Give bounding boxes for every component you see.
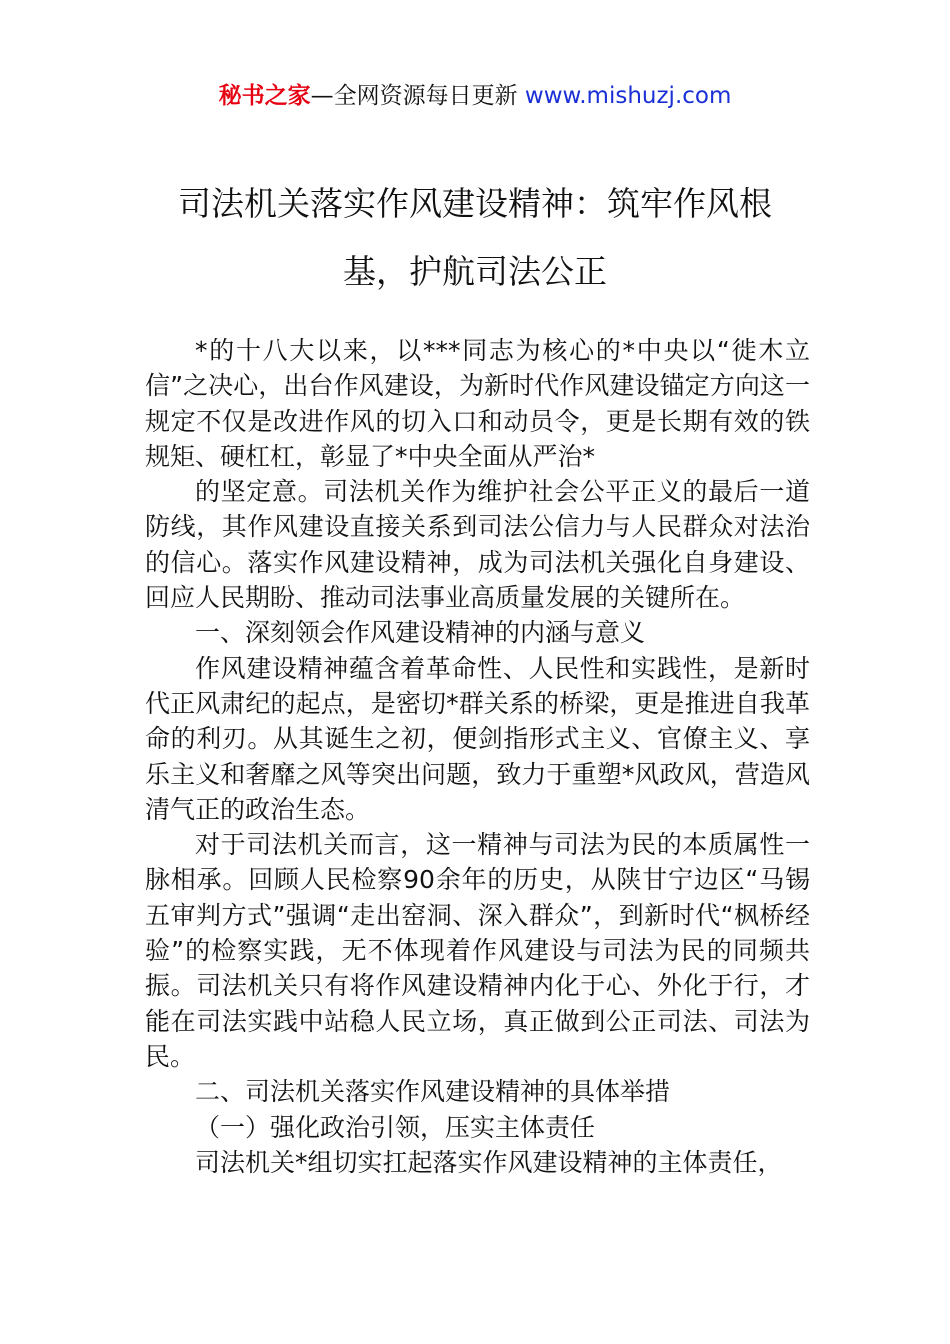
paragraph-history: 对于司法机关而言，这一精神与司法为民的本质属性一脉相承。回顾人民检察90余年的历史，从陕甘宁边区“马锡五审判方式”强调“走出窑洞、深入群众”，到新时代“枫桥经验”的检察实践，无不体现着作风建设与司法为民的同频共振。司法机关只有将作风建设精神内化于心、外化于行，才能在司法实践中站稳人民立场，真正做到公正司法、司法为民。 xyxy=(145,830,810,1071)
site-tagline: —全网资源每日更新 xyxy=(310,83,518,109)
section-heading-2: 二、司法机关落实作风建设精神的具体举措 xyxy=(195,1077,671,1107)
document-title xyxy=(145,170,805,306)
document-body xyxy=(145,333,810,1180)
section-heading-1: 一、深刻领会作风建设精神的内涵与意义 xyxy=(195,618,646,648)
site-header xyxy=(0,80,950,112)
title-line-1: 司法机关落实作风建设精神：筑牢作风根 xyxy=(178,184,772,223)
site-brand: 秘书之家 xyxy=(218,83,311,109)
title-line-2: 基，护航司法公正 xyxy=(343,252,607,291)
subsection-heading-1: （一）强化政治引领，压实主体责任 xyxy=(195,1112,596,1142)
paragraph-judicial-role: 的坚定意。司法机关作为维护社会公平正义的最后一道防线，其作风建设直接关系到司法公信力与人民群众对法治的信心。落实作风建设精神，成为司法机关强化自身建设、回应人民期盼、推动司法事业高质量发展的关键所在。 xyxy=(145,477,810,613)
paragraph-intro: *的十八大以来，以***同志为核心的*中央以“徙木立信”之决心，出台作风建设，为新时代作风建设锚定方向这一规定不仅是改进作风的切入口和动员令，更是长期有效的铁规矩、硬杠杠，彰显了*中央全面从严治* xyxy=(145,336,810,471)
paragraph-connotation: 作风建设精神蕴含着革命性、人民性和实践性，是新时代正风肃纪的起点，是密切*群关系的桥梁，更是推进自我革命的利刃。从其诞生之初，便剑指形式主义、官僚主义、享乐主义和奢靡之风等突出问题，致力于重塑*风政风，营造风清气正的政治生态。 xyxy=(145,653,810,824)
site-url-link[interactable]: www.mishuzj.com xyxy=(524,83,732,109)
paragraph-responsibility: 司法机关*组切实扛起落实作风建设精神的主体责任， xyxy=(195,1147,783,1177)
